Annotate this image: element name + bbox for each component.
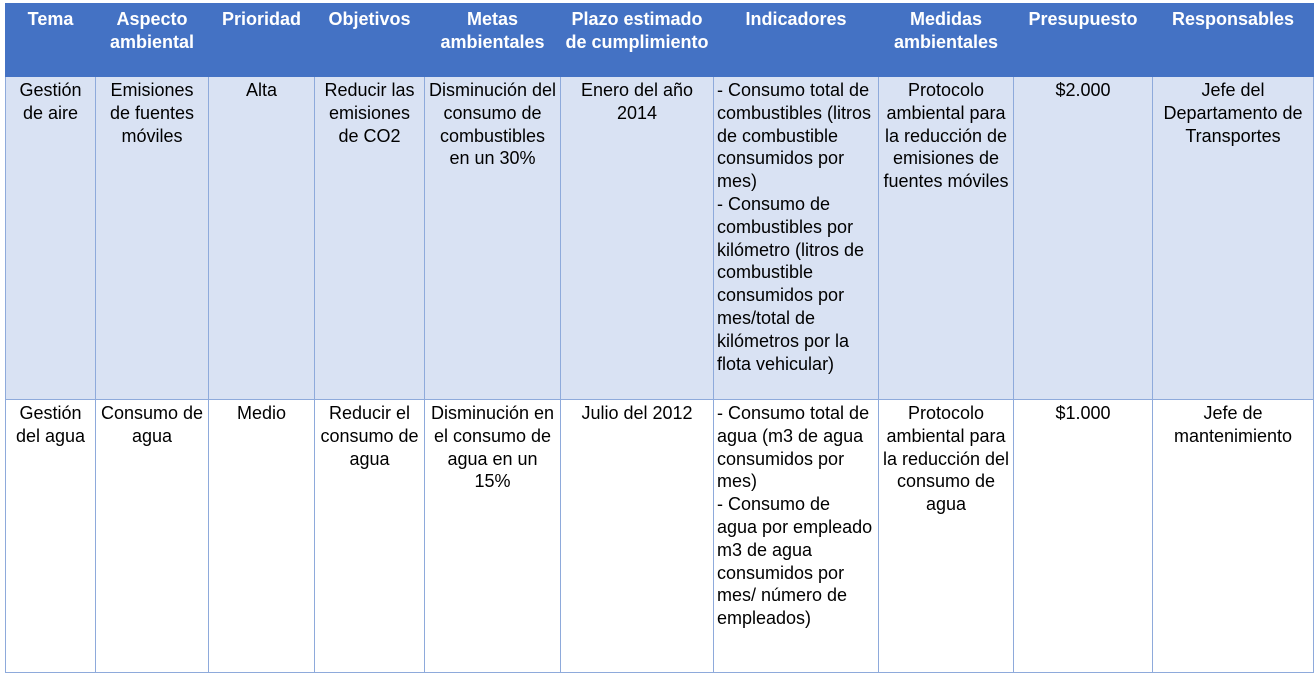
header-prioridad: Prioridad [209,4,315,77]
cell-plazo: Enero del año 2014 [561,77,714,400]
cell-presupuesto: $2.000 [1014,77,1153,400]
cell-tema: Gestión del agua [6,400,96,673]
cell-responsables: Jefe de mantenimiento [1153,400,1314,673]
header-medidas: Medidas ambientales [879,4,1014,77]
table-row [6,77,1314,400]
cell-presupuesto: $1.000 [1014,400,1153,673]
header-indicadores: Indicadores [714,4,879,77]
header-plazo: Plazo estimado de cumplimiento [561,4,714,77]
table-row [6,400,1314,673]
cell-objetivos: Reducir el consumo de agua [315,400,425,673]
header-presupuesto: Presupuesto [1014,4,1153,77]
cell-objetivos: Reducir las emisiones de CO2 [315,77,425,400]
header-objetivos: Objetivos [315,4,425,77]
cell-medidas: Protocolo ambiental para la reducción del consumo de agua [879,400,1014,673]
cell-metas: Disminución en el consumo de agua en un 15% [425,400,561,673]
environmental-plan-table [5,3,1314,673]
header-responsables: Responsables [1153,4,1314,77]
cell-prioridad: Medio [209,400,315,673]
cell-aspecto: Consumo de agua [96,400,209,673]
indicator-item: - Consumo de combustibles por kilómetro (litros de combustible consumidos por mes/total de kilómetros por la flota vehicular) [717,193,865,374]
cell-indicadores [714,77,879,400]
indicator-item: - Consumo total de combustibles (litros de combustible consumidos por mes) [717,80,872,192]
cell-aspecto: Emisiones de fuentes móviles [96,77,209,400]
cell-indicadores [714,400,879,673]
indicator-item: - Consumo de agua por empleado m3 de agua consumidos por mes/ número de empleados) [717,494,873,629]
cell-prioridad: Alta [209,77,315,400]
cell-medidas: Protocolo ambiental para la reducción de emisiones de fuentes móviles [879,77,1014,400]
header-aspecto: Aspecto ambiental [96,4,209,77]
header-metas: Metas ambientales [425,4,561,77]
cell-plazo: Julio del 2012 [561,400,714,673]
indicator-item: - Consumo total de agua (m3 de agua consumidos por mes) [717,403,870,492]
cell-tema: Gestión de aire [6,77,96,400]
header-tema: Tema [6,4,96,77]
cell-metas: Disminución del consumo de combustibles en un 30% [425,77,561,400]
cell-responsables: Jefe del Departamento de Transportes [1153,77,1314,400]
header-row [6,4,1314,77]
